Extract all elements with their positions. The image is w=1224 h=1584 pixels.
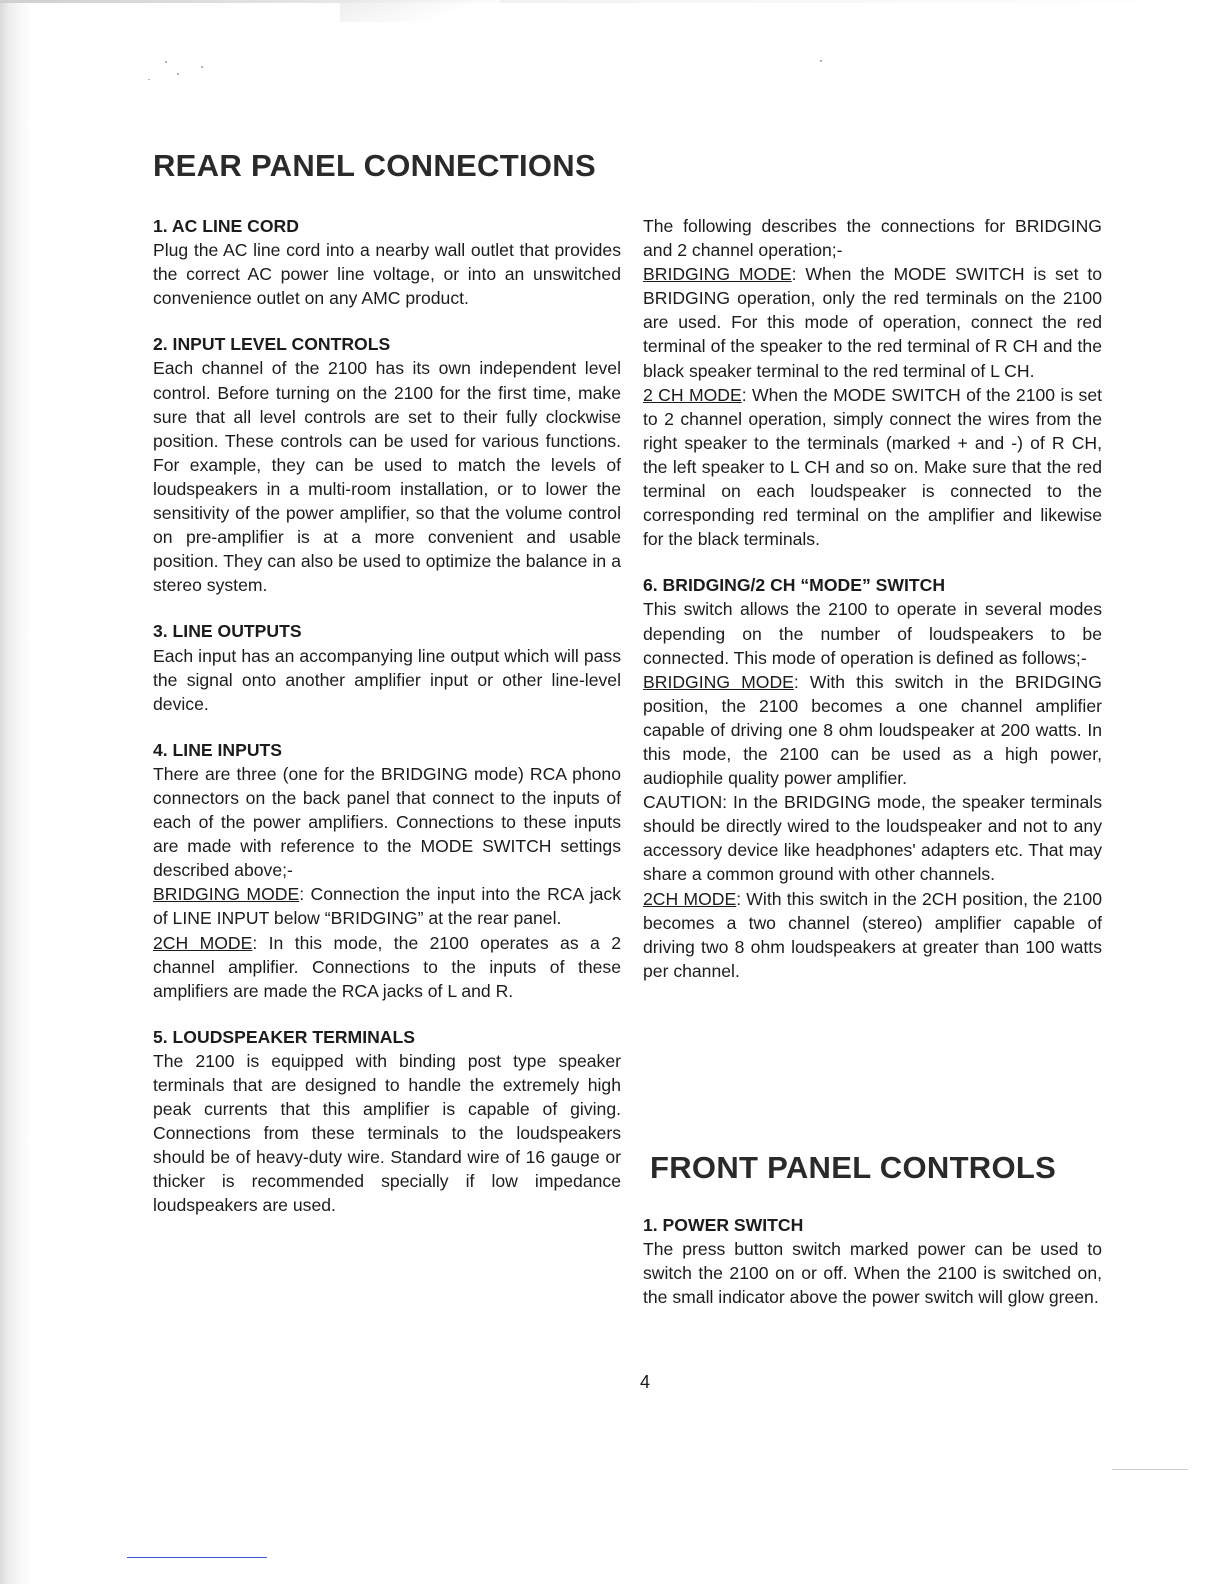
- footer-rule: [127, 1557, 267, 1558]
- bridging-mode-text: : With this switch in the BRIDGING position, the 2100 becomes a one channel amplifier capable of driving one 8 ohm loudspeaker at 200 watts. In this mode, the 2100 can be used as a high power, audiophile quality power amplifier.: [643, 671, 1102, 789]
- twoch-mode-text: : With this switch in the 2CH position, the 2100 becomes a two channel (stereo) amplifier capable of driving two 8 ohm loudspeakers at greater than 100 watts per channel.: [643, 888, 1102, 981]
- section-input-level-controls: [153, 332, 621, 597]
- page-number: 4: [639, 1372, 650, 1392]
- right-column: [643, 214, 1102, 1005]
- twoch-mode-label: 2CH MODE: [153, 932, 253, 953]
- section-terminals-continued: [643, 214, 1102, 551]
- scan-shadow-edge: [0, 0, 32, 1584]
- section-title: 1. AC LINE CORD: [153, 216, 299, 236]
- section-title: 1. POWER SWITCH: [643, 1215, 804, 1235]
- section-title: 2. INPUT LEVEL CONTROLS: [153, 334, 391, 355]
- twoch-mode-label: 2 CH MODE: [643, 384, 742, 405]
- twoch-mode-paragraph: [153, 931, 621, 1003]
- scan-speck: [177, 73, 179, 75]
- section-ac-line-cord: [153, 214, 621, 310]
- scan-margin-mark: [1112, 1469, 1188, 1470]
- bridging-mode-text: : When the MODE SWITCH is set to BRIDGING operation, only the red terminals on the 2100 are used. For this mode of operation, connect the red terminal of the speaker to the red terminal of R CH and the black speaker terminal to the red terminal of L CH.: [643, 264, 1102, 381]
- left-column: [153, 214, 621, 1240]
- bridging-mode-paragraph: [643, 262, 1102, 382]
- bridging-mode-paragraph: [643, 670, 1102, 790]
- terminals-intro: The following describes the connections for BRIDGING and 2 channel operation;-: [643, 216, 1102, 261]
- section-title: 6. BRIDGING/2 CH “MODE” SWITCH: [643, 575, 946, 596]
- bridging-mode-label: BRIDGING MODE: [643, 264, 792, 285]
- section-line-inputs: [153, 738, 621, 1003]
- twoch-mode-paragraph: [643, 383, 1102, 552]
- section-body: Each input has an accompanying line output which will pass the signal onto another amplifier input or other line-level device.: [153, 645, 621, 714]
- bridging-mode-text: : Connection the input into the RCA jack of LINE INPUT below “BRIDGING” at the rear panel.: [153, 884, 622, 929]
- scan-speck: [820, 60, 822, 62]
- section-body: The press button switch marked power can be used to switch the 2100 on or off. When the 2100 is switched on, the small indicator above the power switch will glow green.: [643, 1239, 1102, 1308]
- bridging-mode-label: BRIDGING MODE: [153, 884, 300, 905]
- section-body: This switch allows the 2100 to operate in several modes depending on the number of loudspeakers to be connected. This mode of operation is defined as follows;-: [643, 599, 1102, 668]
- section-line-outputs: [153, 619, 621, 715]
- twoch-mode-text: : When the MODE SWITCH of the 2100 is set to 2 channel operation, simply connect the wires from the right speaker to the terminals (marked + and -) of R CH, the left speaker to L CH and so on. Make sure that the red terminal on each loudspeaker is connected to the corresponding red terminal on the amplifier and likewise for the black terminals.: [643, 384, 1102, 550]
- scan-fold-shadow: [340, 0, 500, 22]
- caution-paragraph: CAUTION: In the BRIDGING mode, the speaker terminals should be directly wired to the loudspeaker and not to any accessory device like headphones' adapters etc. That may share a common ground with other channels.: [643, 792, 1102, 885]
- section-title: 3. LINE OUTPUTS: [153, 621, 302, 642]
- twoch-mode-paragraph: [643, 887, 1102, 983]
- page-title-rear-panel: REAR PANEL CONNECTIONS: [153, 148, 596, 183]
- section-body: The 2100 is equipped with binding post type speaker terminals that are designed to handle the extremely high peak currents that this amplifier is capable of giving. Connections from these terminals to the loudspeakers should be of heavy-duty wire. Standard wire of 16 gauge or thicker is recommended specially if low impedance loudspeakers are used.: [153, 1050, 621, 1216]
- section-body: Plug the AC line cord into a nearby wall outlet that provides the correct AC power line voltage, or into an unswitched convenience outlet on any AMC product.: [153, 240, 621, 309]
- twoch-mode-text: : In this mode, the 2100 operates as a 2 channel amplifier. Connections to the inputs of these amplifiers are made the RCA jacks of L and R.: [153, 932, 621, 1001]
- scan-speck: [201, 66, 203, 68]
- scan-speck: [148, 79, 150, 80]
- scan-top-edge: [0, 0, 1224, 3]
- twoch-mode-label: 2CH MODE: [643, 888, 737, 909]
- section-title: 5. LOUDSPEAKER TERMINALS: [153, 1026, 415, 1047]
- section-title: 4. LINE INPUTS: [153, 739, 283, 760]
- section-mode-switch: [643, 573, 1102, 983]
- section-body: There are three (one for the BRIDGING mode) RCA phono connectors on the back panel that connect to the inputs of each of the power amplifiers. Connections to these inputs are made with reference to the MODE SWITCH settings described above;-: [153, 763, 621, 881]
- bridging-mode-label: BRIDGING MODE: [643, 671, 794, 692]
- bridging-mode-paragraph: [153, 882, 621, 930]
- section-power-switch: [643, 1213, 1102, 1309]
- page-title-front-panel: FRONT PANEL CONTROLS: [650, 1150, 1057, 1185]
- section-body: Each channel of the 2100 has its own independent level control. Before turning on the 2100 for the first time, make sure that all level controls are set to their fully clockwise position. These controls can be used for various functions. For example, they can be used to match the levels of loudspeakers in a multi-room installation, or to lower the sensitivity of the power amplifier, so that the volume control on pre-amplifier is at a more convenient and usable position. They can also be used to optimize the balance in a stereo system.: [153, 358, 621, 596]
- scan-speck: [165, 61, 167, 63]
- section-loudspeaker-terminals: [153, 1025, 621, 1218]
